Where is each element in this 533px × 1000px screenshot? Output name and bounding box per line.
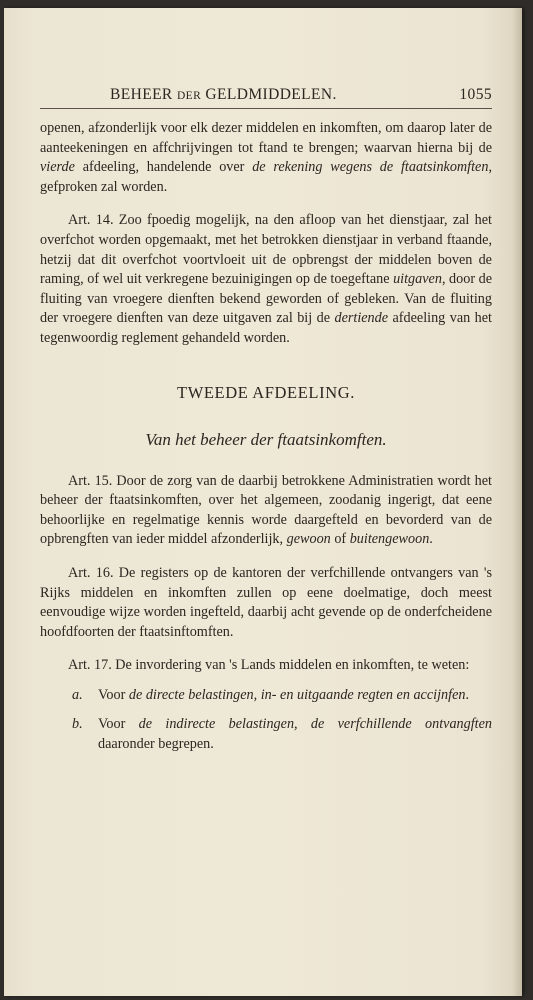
list-item-tail: . xyxy=(465,686,470,703)
list-item-label: a. xyxy=(72,686,83,703)
running-head-title-small: DER xyxy=(176,90,202,102)
running-head xyxy=(40,78,492,102)
intro-italic-2: de rekening wegens de ftaatsinkomften xyxy=(252,159,489,176)
article-15 xyxy=(40,472,492,550)
page-number: 1055 xyxy=(459,86,492,103)
list-item-italic: de directe belastingen, in- en uitgaande regten en accijnfen xyxy=(128,686,466,703)
list-item-lead: Voor xyxy=(98,686,129,703)
book-page xyxy=(4,8,522,996)
intro-paragraph xyxy=(40,119,492,197)
art14-text-3: afdeeling van het tegenwoordig reglement gehandeld worden. xyxy=(40,310,492,346)
art14-italic-1: uitgaven xyxy=(393,271,442,288)
art15-text-1: Art. 15. Door de zorg van de daarbij betrokkene Administratien wordt het beheer der ftaatsinkomften, over het algemeen, zoodanig ingerigt, dat eene behoorlijke en regelmatige kennis worde daargefteld en bevorderd van de opbrengften van ieder middel afzonderlijk, xyxy=(40,472,492,548)
intro-text-3: , gefproken zal worden. xyxy=(40,159,492,195)
section-title: TWEEDE AFDEELING. xyxy=(177,382,355,402)
running-head-title-part-1: BEHEER xyxy=(110,86,177,103)
list-item xyxy=(40,686,492,706)
running-head-title-part-2: GELDMIDDELEN. xyxy=(201,86,337,103)
intro-text-2: afdeeling, handelende over xyxy=(74,159,253,176)
art14-text-1: Art. 14. Zoo fpoedig mogelijk, na den afloop van het dienstjaar, zal het overfchot worden opgemaakt, met het betrokken dienstjaar in verband ftaande, hetzij dat dit overfchot voortvloeit uit de opbrengst der middelen boven de raming, of wel uit verkregene bezuinigingen op de toegeftane xyxy=(40,212,492,288)
page-text-block xyxy=(40,78,492,755)
art15-italic-2: buitengewoon xyxy=(349,531,430,548)
art15-italic-1: gewoon xyxy=(286,531,331,548)
art14-italic-2: dertiende xyxy=(334,310,389,327)
head-rule xyxy=(40,108,492,109)
list-item xyxy=(40,715,492,754)
article-14 xyxy=(40,211,492,348)
art15-text-2: of xyxy=(330,531,350,548)
list-item-italic: de indirecte belastingen, de verfchillende ontvangften xyxy=(138,716,492,733)
art14-text-2: , door de fluiting van vroegere dienften bekend geworden of gebleken. Van de fluiting der vroegere dienften van deze uitgaven zal bij de xyxy=(40,271,492,327)
running-head-title xyxy=(110,86,337,104)
article-16: Art. 16. De registers op de kantoren der verfchillende ontvangers van 's Rijks middelen en inkomften zullen op eene doelmatige, doch meest eenvoudige wijze worden ingefteld, daarbij acht gevende op de onderfcheidene hoofdfoorten der ftaatsinftomften. xyxy=(40,564,492,640)
section-subtitle: Van het beheer der ftaatsinkomften. xyxy=(145,429,387,449)
intro-italic-1: vierde xyxy=(40,159,75,176)
page-edge-shadow xyxy=(512,8,522,996)
art15-text-3: . xyxy=(429,531,433,548)
list-item-label: b. xyxy=(72,716,83,733)
intro-text-1: openen, afzonderlijk voor elk dezer middelen en inkomften, om daarop later de aanteekeningen en affchrijvingen tot ftand te brengen; waarvan hierna bij de xyxy=(40,120,492,156)
list-item-tail: daaronder begrepen. xyxy=(98,736,214,753)
article-17: Art. 17. De invordering van 's Lands middelen en inkomften, te weten: xyxy=(68,657,470,674)
list-item-lead: Voor xyxy=(98,716,139,733)
